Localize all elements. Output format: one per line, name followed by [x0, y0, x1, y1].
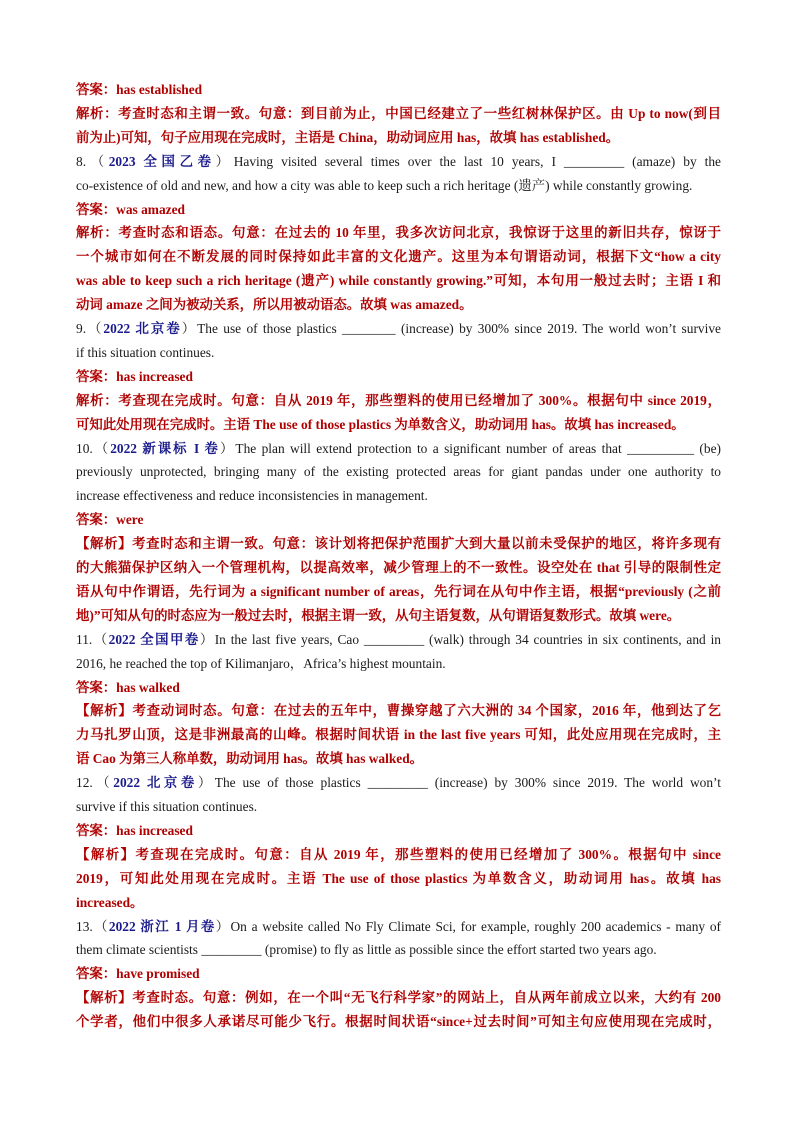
answer-text: 【解析】考查现在完成时。句意：自从 2019 年，那些塑料的使用已经增加了 300%。根据句中 since [76, 846, 721, 862]
question-text: 12.（ [76, 775, 114, 791]
question-text: 9.（ [76, 321, 104, 336]
question-text: survive if this situation continues. [76, 799, 258, 814]
question-source-label: 2022 北京卷 [103, 321, 182, 336]
text-line [76, 628, 721, 652]
text-line [76, 341, 721, 365]
text-line [76, 771, 721, 795]
answer-text: 答案：has increased [76, 368, 193, 384]
text-line [76, 699, 721, 723]
answer-text: 个学者，他们中很多人承诺尽可能少飞行。根据时间状语“since+过去时间”可知主句应使用现在完成时， [76, 1014, 721, 1030]
text-line [76, 962, 721, 986]
text-line [76, 938, 721, 962]
text-line [76, 795, 721, 819]
text-line [76, 508, 721, 532]
question-text: ）Having visited several times over the last 10 years, I _________ (amaze) by the [215, 153, 721, 169]
text-line [76, 676, 721, 700]
question-text: previously unprotected, bringing many of the existing protected areas for giant pandas under one authority to [76, 464, 721, 480]
answer-text: 前为止)可知，句子应用现在完成时，主语是 China，助动词应用 has，故填 has established。 [76, 129, 620, 145]
answer-text: 动词 amaze 之间为被动关系，所以用被动语态。故填 was amazed。 [76, 297, 473, 313]
text-line [76, 198, 721, 222]
question-source-label: 2023 全国乙卷 [108, 153, 216, 169]
answer-text: 【解析】考查动词时态。句意：在过去的五年中，曹操穿越了六大洲的 34 个国家，2016 年，他到达了乞 [76, 703, 721, 719]
question-text: 11.（ [76, 631, 109, 647]
text-line [76, 437, 721, 461]
text-line [76, 867, 721, 891]
answer-text: 语 Cao 为第三人称单数，助动词用 has。故填 has walked。 [76, 751, 424, 767]
text-line [76, 747, 721, 771]
text-line [76, 389, 721, 413]
text-line [76, 915, 721, 939]
text-line [76, 317, 721, 341]
answer-text: 可知此处用现在完成时。主语 The use of those plastics 为单数含义，助动词用 has。故填 has increased。 [76, 416, 685, 432]
answer-text: 地)”可知从句的时态应为一般过去时，根据主谓一致，从句主语复数，从句谓语复数形式。故填 were。 [76, 607, 681, 623]
question-source-label: 2022 浙江 1 月卷 [108, 918, 216, 934]
question-text: 10.（ [76, 440, 111, 456]
answer-text: 解析：考查时态和语态。句意：在过去的 10 年里，我多次访问北京，我惊讶于这里的新旧共存，惊讶于 [76, 225, 721, 241]
text-line [76, 1010, 721, 1034]
question-text: ）The use of those plastics ________ (increase) by 300% since 2019. The world won’t survive [181, 321, 721, 336]
question-source-label: 2022 北京卷 [113, 775, 198, 791]
answer-text: 答案：has increased [76, 822, 193, 838]
text-line [76, 413, 721, 437]
text-line [76, 460, 721, 484]
text-line [76, 126, 721, 150]
text-line [76, 365, 721, 389]
question-text: ）On a website called No Fly Climate Sci, for example, roughly 200 academics - many of [215, 918, 721, 934]
question-text: them climate scientists _________ (promise) to fly as little as possible since the effort started two years ago. [76, 942, 657, 958]
answer-text: 【解析】考查时态。句意：例如，在一个叫“无飞行科学家”的网站上，自从两年前成立以来，大约有 200 [76, 990, 721, 1006]
text-line [76, 221, 721, 245]
question-text: ）The use of those plastics _________ (increase) by 300% since 2019. The world won’t [197, 775, 721, 791]
answer-text: 【解析】考查时态和主谓一致。句意：该计划将把保护范围扩大到大量以前未受保护的地区，将许多现有 [76, 536, 721, 552]
text-line [76, 819, 721, 843]
text-line [76, 580, 721, 604]
text-line [76, 556, 721, 580]
question-source-label: 2022 新课标 I 卷 [110, 440, 220, 456]
answer-text: 答案：were [76, 512, 144, 528]
text-line [76, 150, 721, 174]
text-line [76, 484, 721, 508]
question-text: increase effectiveness and reduce inconsistencies in management. [76, 488, 428, 504]
question-text: co-existence of old and new, and how a city was able to keep such a rich heritage (遗产) while constantly growing. [76, 177, 693, 193]
text-line [76, 78, 721, 102]
text-line [76, 174, 721, 198]
text-line [76, 843, 721, 867]
text-line [76, 532, 721, 556]
answer-text: 一个城市如何在不断发展的同时保持如此丰富的文化遗产。这里为本句谓语动词，根据下文“how a city [76, 249, 721, 265]
question-text: 13.（ [76, 918, 109, 934]
answer-text: 答案：has walked [76, 679, 180, 695]
answer-text: 解析：考查时态和主谓一致。句意：到目前为止，中国已经建立了一些红树林保护区。由 Up to now(到目 [76, 105, 721, 121]
answer-text: 2019，可知此处用现在完成时。主语 The use of those plastics 为单数含义，助动词用 has。故填 has [76, 870, 721, 886]
question-text: ）The plan will extend protection to a significant number of areas that __________ (be) [219, 440, 721, 456]
text-line [76, 604, 721, 628]
question-text: 8.（ [76, 153, 109, 169]
text-line [76, 102, 721, 126]
text-line [76, 986, 721, 1010]
question-text: ）In the last five years, Cao _________ (walk) through 34 countries in six continents, and in [199, 631, 721, 647]
answer-text: 解析：考查现在完成时。句意：自从 2019 年，那些塑料的使用已经增加了 300%。根据句中 since 2019， [76, 392, 721, 408]
answer-text: 力马扎罗山顶，这是非洲最高的山峰。根据时间状语 in the last five years 可知，此处应用现在完成时，主 [76, 727, 721, 743]
answer-text: 的大熊猫保护区纳入一个管理机构，以提高效率，减少管理上的不一致性。设空处在 that 引导的限制性定 [76, 560, 721, 575]
text-line [76, 723, 721, 747]
question-text: if this situation continues. [76, 344, 215, 360]
answer-text: 答案：have promised [76, 966, 200, 982]
text-line [76, 891, 721, 915]
question-text: 2016, he reached the top of Kilimanjaro，Africa’s highest mountain. [76, 655, 446, 671]
answer-text: 答案：was amazed [76, 201, 185, 217]
text-line [76, 245, 721, 269]
question-source-label: 2022 全国甲卷 [108, 631, 200, 647]
answer-text: 答案：has established [76, 82, 203, 97]
text-line [76, 293, 721, 317]
answer-text: was able to keep such a rich heritage (遗产) while constantly growing.”可知，本句用一般过去时；主语 I 和 [76, 273, 721, 289]
text-line [76, 269, 721, 293]
answer-text: increased。 [76, 894, 144, 910]
answer-text: 语从句中作谓语，先行词为 a significant number of areas，先行词在从句中作主语，根据“previously (之前 [76, 583, 721, 599]
text-line [76, 652, 721, 676]
